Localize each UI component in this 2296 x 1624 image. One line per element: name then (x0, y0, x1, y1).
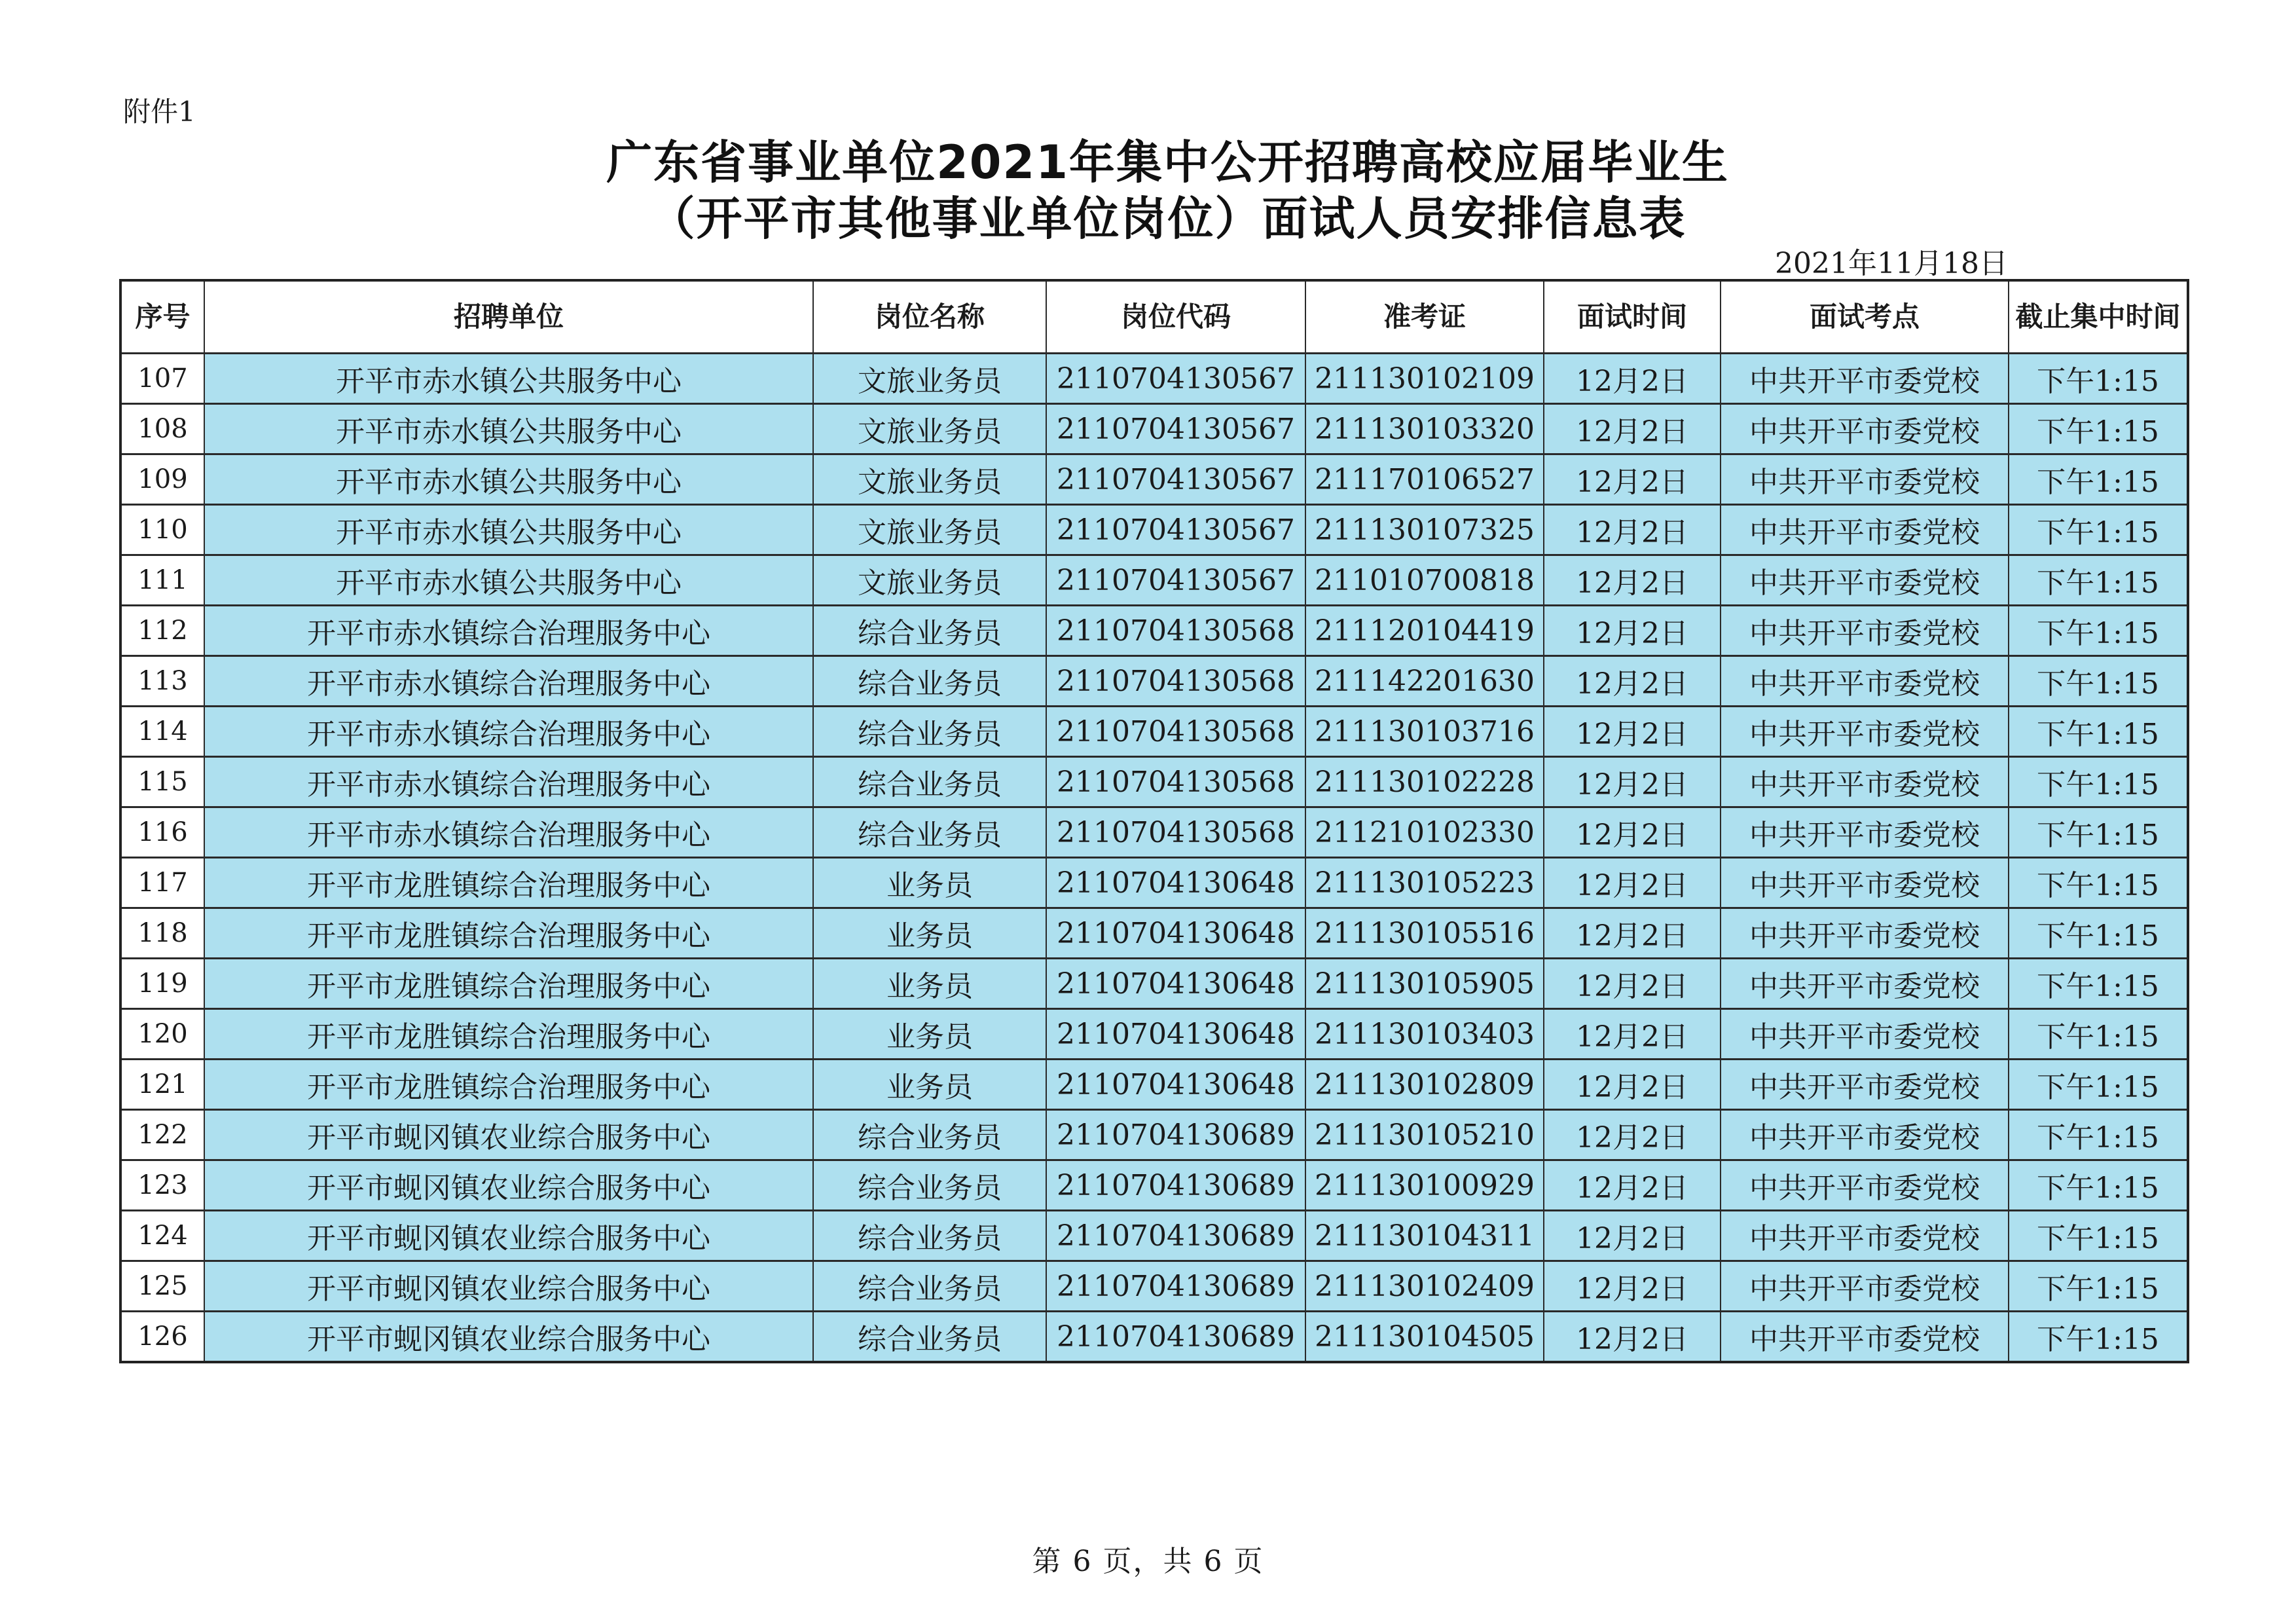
cell-interview-venue: 中共开平市委党校 (1721, 707, 2009, 757)
table-row (120, 656, 2188, 707)
cell-position-name: 业务员 (813, 908, 1046, 959)
cell-index: 112 (120, 606, 204, 656)
cell-employer: 开平市龙胜镇综合治理服务中心 (204, 908, 813, 959)
cell-position-code: 2110704130689 (1046, 1211, 1305, 1261)
cell-interview-venue: 中共开平市委党校 (1721, 505, 2009, 555)
cell-interview-date: 12月2日 (1544, 757, 1721, 807)
cell-position-code: 2110704130648 (1046, 908, 1305, 959)
cell-admission-ticket: 211210102330 (1305, 807, 1544, 858)
cell-index: 109 (120, 454, 204, 505)
cell-interview-venue: 中共开平市委党校 (1721, 908, 2009, 959)
cell-interview-date: 12月2日 (1544, 858, 1721, 908)
cell-index: 116 (120, 807, 204, 858)
cell-admission-ticket: 211130102228 (1305, 757, 1544, 807)
cell-index: 114 (120, 707, 204, 757)
cell-position-code: 2110704130568 (1046, 757, 1305, 807)
cell-interview-venue: 中共开平市委党校 (1721, 656, 2009, 707)
cell-position-name: 综合业务员 (813, 1211, 1046, 1261)
cell-employer: 开平市蚬冈镇农业综合服务中心 (204, 1261, 813, 1312)
cell-position-name: 综合业务员 (813, 707, 1046, 757)
table-header-row (120, 280, 2188, 354)
cell-position-name: 综合业务员 (813, 656, 1046, 707)
cell-employer: 开平市赤水镇综合治理服务中心 (204, 606, 813, 656)
cell-position-name: 综合业务员 (813, 757, 1046, 807)
table-body (120, 354, 2188, 1363)
cell-position-name: 文旅业务员 (813, 555, 1046, 606)
cell-assembly-deadline: 下午1:15 (2009, 1312, 2188, 1363)
cell-admission-ticket: 211130105905 (1305, 959, 1544, 1009)
cell-position-code: 2110704130648 (1046, 1060, 1305, 1110)
cell-index: 122 (120, 1110, 204, 1160)
table-row (120, 908, 2188, 959)
cell-assembly-deadline: 下午1:15 (2009, 1261, 2188, 1312)
cell-interview-venue: 中共开平市委党校 (1721, 404, 2009, 454)
cell-interview-date: 12月2日 (1544, 959, 1721, 1009)
cell-index: 113 (120, 656, 204, 707)
cell-assembly-deadline: 下午1:15 (2009, 1009, 2188, 1060)
cell-employer: 开平市龙胜镇综合治理服务中心 (204, 858, 813, 908)
cell-employer: 开平市龙胜镇综合治理服务中心 (204, 1060, 813, 1110)
table-row (120, 1211, 2188, 1261)
column-header-employer: 招聘单位 (204, 280, 813, 354)
cell-admission-ticket: 211130103716 (1305, 707, 1544, 757)
document-date: 2021年11月18日 (1775, 247, 2008, 280)
cell-position-code: 2110704130567 (1046, 454, 1305, 505)
cell-interview-date: 12月2日 (1544, 707, 1721, 757)
table-row (120, 1312, 2188, 1363)
table-row (120, 707, 2188, 757)
document-title-line-1: 广东省事业单位2021年集中公开招聘高校应届毕业生 (606, 136, 1729, 189)
cell-position-name: 业务员 (813, 959, 1046, 1009)
document-title-line-2: （开平市其他事业单位岗位）面试人员安排信息表 (649, 192, 1686, 246)
cell-interview-venue: 中共开平市委党校 (1721, 1312, 2009, 1363)
cell-interview-date: 12月2日 (1544, 606, 1721, 656)
cell-employer: 开平市赤水镇综合治理服务中心 (204, 807, 813, 858)
cell-assembly-deadline: 下午1:15 (2009, 505, 2188, 555)
cell-employer: 开平市赤水镇公共服务中心 (204, 505, 813, 555)
cell-employer: 开平市蚬冈镇农业综合服务中心 (204, 1211, 813, 1261)
column-header-position-name: 岗位名称 (813, 280, 1046, 354)
cell-assembly-deadline: 下午1:15 (2009, 757, 2188, 807)
cell-interview-venue: 中共开平市委党校 (1721, 1261, 2009, 1312)
cell-employer: 开平市龙胜镇综合治理服务中心 (204, 1009, 813, 1060)
table-row (120, 959, 2188, 1009)
column-header-interview-date: 面试时间 (1544, 280, 1721, 354)
cell-interview-date: 12月2日 (1544, 1211, 1721, 1261)
cell-assembly-deadline: 下午1:15 (2009, 354, 2188, 404)
cell-assembly-deadline: 下午1:15 (2009, 908, 2188, 959)
column-header-position-code: 岗位代码 (1046, 280, 1305, 354)
cell-admission-ticket: 211130102809 (1305, 1060, 1544, 1110)
interview-schedule-table (119, 279, 2189, 1363)
cell-position-code: 2110704130568 (1046, 606, 1305, 656)
cell-position-code: 2110704130648 (1046, 959, 1305, 1009)
cell-position-name: 文旅业务员 (813, 505, 1046, 555)
cell-interview-venue: 中共开平市委党校 (1721, 858, 2009, 908)
cell-interview-date: 12月2日 (1544, 807, 1721, 858)
page-number-footer: 第 6 页，共 6 页 (1032, 1545, 1264, 1578)
cell-interview-venue: 中共开平市委党校 (1721, 606, 2009, 656)
cell-position-name: 综合业务员 (813, 1312, 1046, 1363)
table-row (120, 1060, 2188, 1110)
cell-index: 120 (120, 1009, 204, 1060)
cell-admission-ticket: 211130107325 (1305, 505, 1544, 555)
attachment-label: 附件1 (123, 96, 196, 128)
cell-interview-date: 12月2日 (1544, 908, 1721, 959)
cell-position-code: 2110704130648 (1046, 858, 1305, 908)
cell-employer: 开平市赤水镇公共服务中心 (204, 555, 813, 606)
cell-position-name: 综合业务员 (813, 606, 1046, 656)
table-row (120, 454, 2188, 505)
cell-interview-date: 12月2日 (1544, 404, 1721, 454)
cell-assembly-deadline: 下午1:15 (2009, 1211, 2188, 1261)
cell-admission-ticket: 211130105210 (1305, 1110, 1544, 1160)
cell-position-code: 2110704130568 (1046, 656, 1305, 707)
cell-employer: 开平市蚬冈镇农业综合服务中心 (204, 1312, 813, 1363)
table-row (120, 807, 2188, 858)
cell-index: 126 (120, 1312, 204, 1363)
cell-assembly-deadline: 下午1:15 (2009, 1060, 2188, 1110)
cell-index: 117 (120, 858, 204, 908)
cell-index: 111 (120, 555, 204, 606)
table-row (120, 858, 2188, 908)
cell-admission-ticket: 211142201630 (1305, 656, 1544, 707)
cell-position-name: 文旅业务员 (813, 354, 1046, 404)
cell-employer: 开平市赤水镇公共服务中心 (204, 354, 813, 404)
cell-assembly-deadline: 下午1:15 (2009, 555, 2188, 606)
cell-assembly-deadline: 下午1:15 (2009, 1110, 2188, 1160)
cell-admission-ticket: 211130105516 (1305, 908, 1544, 959)
cell-index: 118 (120, 908, 204, 959)
cell-position-name: 业务员 (813, 1009, 1046, 1060)
cell-interview-venue: 中共开平市委党校 (1721, 807, 2009, 858)
cell-position-code: 2110704130689 (1046, 1261, 1305, 1312)
cell-index: 121 (120, 1060, 204, 1110)
table-row (120, 555, 2188, 606)
cell-interview-date: 12月2日 (1544, 1060, 1721, 1110)
cell-admission-ticket: 211130105223 (1305, 858, 1544, 908)
table-row (120, 404, 2188, 454)
cell-interview-venue: 中共开平市委党校 (1721, 1160, 2009, 1211)
cell-position-name: 综合业务员 (813, 1261, 1046, 1312)
cell-interview-venue: 中共开平市委党校 (1721, 757, 2009, 807)
cell-position-code: 2110704130567 (1046, 505, 1305, 555)
cell-position-name: 综合业务员 (813, 1160, 1046, 1211)
cell-index: 125 (120, 1261, 204, 1312)
cell-employer: 开平市赤水镇综合治理服务中心 (204, 656, 813, 707)
cell-employer: 开平市赤水镇综合治理服务中心 (204, 707, 813, 757)
cell-employer: 开平市赤水镇公共服务中心 (204, 454, 813, 505)
cell-assembly-deadline: 下午1:15 (2009, 807, 2188, 858)
cell-admission-ticket: 211120104419 (1305, 606, 1544, 656)
column-header-index: 序号 (120, 280, 204, 354)
table-row (120, 505, 2188, 555)
table-row (120, 757, 2188, 807)
cell-interview-venue: 中共开平市委党校 (1721, 555, 2009, 606)
cell-assembly-deadline: 下午1:15 (2009, 404, 2188, 454)
cell-interview-venue: 中共开平市委党校 (1721, 454, 2009, 505)
cell-interview-date: 12月2日 (1544, 1261, 1721, 1312)
cell-position-code: 2110704130567 (1046, 555, 1305, 606)
cell-position-name: 业务员 (813, 1060, 1046, 1110)
cell-position-name: 综合业务员 (813, 807, 1046, 858)
cell-interview-date: 12月2日 (1544, 1312, 1721, 1363)
cell-position-code: 2110704130568 (1046, 807, 1305, 858)
cell-admission-ticket: 211130102109 (1305, 354, 1544, 404)
table-row (120, 1110, 2188, 1160)
cell-position-name: 文旅业务员 (813, 404, 1046, 454)
cell-position-name: 业务员 (813, 858, 1046, 908)
cell-assembly-deadline: 下午1:15 (2009, 656, 2188, 707)
cell-admission-ticket: 211130100929 (1305, 1160, 1544, 1211)
cell-interview-venue: 中共开平市委党校 (1721, 1110, 2009, 1160)
cell-interview-date: 12月2日 (1544, 1009, 1721, 1060)
cell-employer: 开平市赤水镇综合治理服务中心 (204, 757, 813, 807)
cell-position-code: 2110704130689 (1046, 1312, 1305, 1363)
cell-interview-venue: 中共开平市委党校 (1721, 354, 2009, 404)
cell-interview-date: 12月2日 (1544, 1160, 1721, 1211)
table-row (120, 1009, 2188, 1060)
cell-index: 115 (120, 757, 204, 807)
cell-position-code: 2110704130568 (1046, 707, 1305, 757)
cell-admission-ticket: 211130102409 (1305, 1261, 1544, 1312)
cell-interview-date: 12月2日 (1544, 1110, 1721, 1160)
cell-assembly-deadline: 下午1:15 (2009, 858, 2188, 908)
cell-interview-date: 12月2日 (1544, 454, 1721, 505)
cell-employer: 开平市蚬冈镇农业综合服务中心 (204, 1160, 813, 1211)
cell-employer: 开平市龙胜镇综合治理服务中心 (204, 959, 813, 1009)
cell-index: 123 (120, 1160, 204, 1211)
cell-interview-venue: 中共开平市委党校 (1721, 1211, 2009, 1261)
cell-employer: 开平市赤水镇公共服务中心 (204, 404, 813, 454)
cell-interview-date: 12月2日 (1544, 656, 1721, 707)
cell-admission-ticket: 211010700818 (1305, 555, 1544, 606)
column-header-admission-ticket: 准考证 (1305, 280, 1544, 354)
column-header-assembly-deadline: 截止集中时间 (2009, 280, 2188, 354)
table-row (120, 1261, 2188, 1312)
cell-interview-venue: 中共开平市委党校 (1721, 1060, 2009, 1110)
cell-position-name: 综合业务员 (813, 1110, 1046, 1160)
cell-position-code: 2110704130648 (1046, 1009, 1305, 1060)
cell-interview-venue: 中共开平市委党校 (1721, 1009, 2009, 1060)
cell-admission-ticket: 211130104505 (1305, 1312, 1544, 1363)
cell-assembly-deadline: 下午1:15 (2009, 959, 2188, 1009)
cell-position-code: 2110704130567 (1046, 354, 1305, 404)
cell-assembly-deadline: 下午1:15 (2009, 1160, 2188, 1211)
cell-interview-venue: 中共开平市委党校 (1721, 959, 2009, 1009)
cell-admission-ticket: 211130104311 (1305, 1211, 1544, 1261)
table-row (120, 606, 2188, 656)
cell-position-code: 2110704130567 (1046, 404, 1305, 454)
cell-index: 119 (120, 959, 204, 1009)
column-header-interview-venue: 面试考点 (1721, 280, 2009, 354)
cell-position-code: 2110704130689 (1046, 1160, 1305, 1211)
cell-assembly-deadline: 下午1:15 (2009, 454, 2188, 505)
cell-assembly-deadline: 下午1:15 (2009, 707, 2188, 757)
cell-employer: 开平市蚬冈镇农业综合服务中心 (204, 1110, 813, 1160)
cell-index: 107 (120, 354, 204, 404)
table-row (120, 1160, 2188, 1211)
cell-index: 110 (120, 505, 204, 555)
cell-assembly-deadline: 下午1:15 (2009, 606, 2188, 656)
cell-interview-date: 12月2日 (1544, 505, 1721, 555)
cell-admission-ticket: 211170106527 (1305, 454, 1544, 505)
cell-index: 124 (120, 1211, 204, 1261)
table-row (120, 354, 2188, 404)
cell-admission-ticket: 211130103403 (1305, 1009, 1544, 1060)
cell-admission-ticket: 211130103320 (1305, 404, 1544, 454)
cell-position-code: 2110704130689 (1046, 1110, 1305, 1160)
cell-index: 108 (120, 404, 204, 454)
cell-interview-date: 12月2日 (1544, 555, 1721, 606)
cell-position-name: 文旅业务员 (813, 454, 1046, 505)
cell-interview-date: 12月2日 (1544, 354, 1721, 404)
